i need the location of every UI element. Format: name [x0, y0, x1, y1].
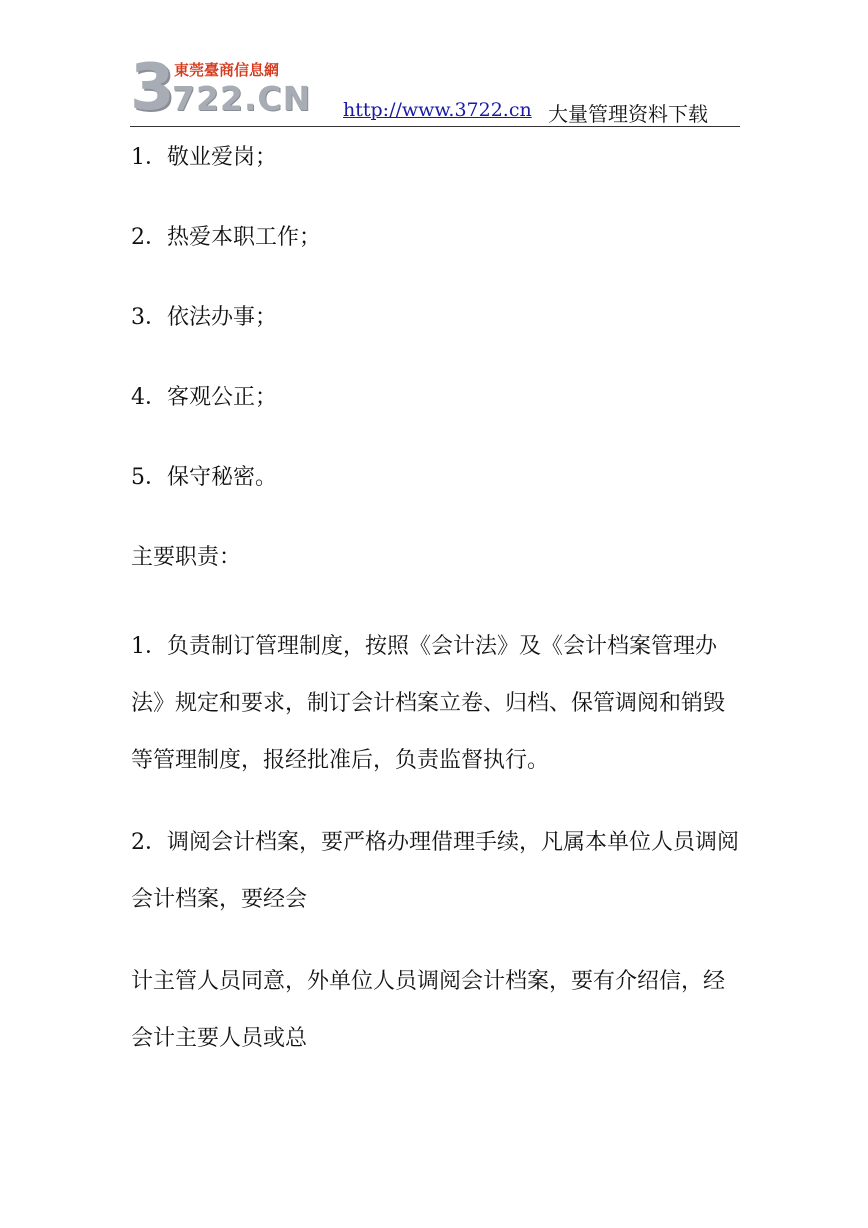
document-body	[131, 138, 743, 1067]
page-header	[130, 51, 740, 127]
logo-number: 3	[130, 51, 175, 125]
responsibility-2: 2．调阅会计档案，要严格办理借理手续，凡属本单位人员调阅会计档案，要经会	[131, 830, 739, 912]
site-logo[interactable]	[130, 51, 312, 125]
duty-item-1: 1．敬业爱岗；	[131, 145, 277, 170]
responsibility-1: 1．负责制订管理制度，按照《会计法》及《会计档案管理办法》规定和要求，制订会计档案立卷、归档、保管调阅和销毁等管理制度，报经批准后，负责监督执行。	[131, 634, 726, 773]
logo-chinese-name: 東莞臺商信息網	[174, 61, 280, 79]
site-link[interactable]: http://www.3722.cn	[343, 99, 532, 121]
responsibility-2-continued: 计主管人员同意，外单位人员调阅会计档案，要有介绍信，经会计主要人员或总	[131, 969, 726, 1051]
duty-item-5: 5．保守秘密。	[131, 465, 277, 490]
duty-item-3: 3．依法办事；	[131, 305, 277, 330]
duty-item-2: 2．热爱本职工作；	[131, 225, 321, 250]
logo-domain: 722.CN	[172, 79, 312, 118]
section-heading: 主要职责：	[131, 545, 242, 570]
header-divider	[130, 126, 740, 127]
header-slogan: 大量管理资料下载	[548, 102, 708, 126]
duty-item-4: 4．客观公正；	[131, 385, 277, 410]
